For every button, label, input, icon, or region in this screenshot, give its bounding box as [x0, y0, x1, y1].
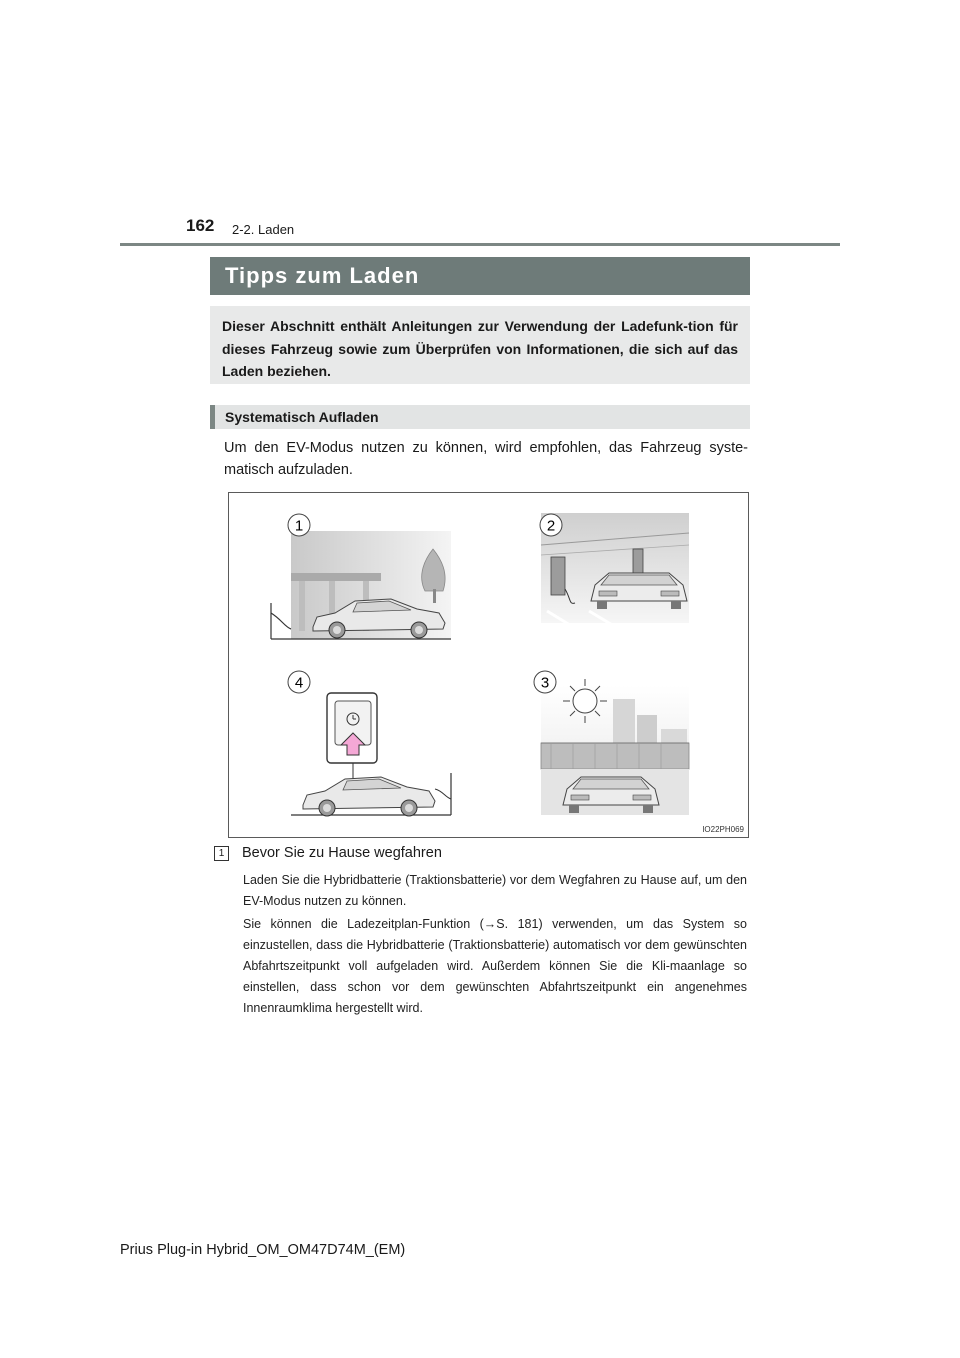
callout-2 [540, 514, 562, 536]
illustration-figure [228, 492, 749, 838]
panel-home-charging [271, 514, 451, 639]
footer-document-id: Prius Plug-in Hybrid_OM_OM47D74M_(EM) [120, 1242, 406, 1258]
section-label: 2-2. Laden [232, 222, 295, 237]
item-title: Bevor Sie zu Hause wegfahren [242, 845, 442, 861]
panel-timer-charging [288, 671, 451, 816]
subheading-text: Systematisch Aufladen [225, 409, 379, 425]
svg-text:2: 2 [546, 517, 556, 535]
svg-text:1: 1 [294, 517, 304, 535]
sun-icon [573, 689, 597, 713]
svg-text:3: 3 [540, 674, 550, 692]
body-paragraph: Um den EV-Modus nutzen zu können, wird empfohlen, das Fahrzeug syste-matisch aufzuladen. [224, 440, 748, 478]
intro-box [210, 306, 750, 384]
intro-text: Dieser Abschnitt enthält Anleitungen zur Verwendung der Ladefunk-tion für dieses Fahrzeug sowie zum Überprüfen von Informationen, die sich auf das Laden beziehen. [222, 318, 738, 379]
callout-4 [288, 671, 310, 693]
svg-text:4: 4 [294, 674, 304, 692]
item-paragraph-1: Laden Sie die Hybridbatterie (Traktionsbatterie) vor dem Wegfahren zu Hause auf, um den EV-Modus nutzen zu können. [243, 873, 747, 908]
header-divider [120, 243, 840, 246]
item-marker: 1 [214, 846, 229, 861]
page-title: Tipps zum Laden [225, 263, 420, 288]
panel-garage-charging [540, 513, 689, 635]
callout-1 [288, 514, 310, 536]
panel-outdoor-parking [534, 671, 689, 815]
figure-code: IO22PH069 [702, 825, 744, 834]
charging-scenarios-illustration [229, 493, 748, 837]
callout-3 [534, 671, 556, 693]
subheading [210, 405, 750, 429]
item-paragraph-2: Sie können die Ladezeitplan-Funktion (→S. 181) verwenden, um das System so einzustellen, dass die Hybridbatterie (Traktionsbatterie) automatisch vor dem gewünschten Abfahrtszeitpunkt voll aufgeladen wird. Außerdem können Sie die Kli-maanlage so einstellen, dass schon vor dem gewünschten Abfahrtszeitpunkt ein angenehmes Innenraumklima hergestellt wird. [243, 917, 747, 1015]
page-title-bar [210, 257, 750, 295]
page-number: 162 [186, 216, 215, 235]
